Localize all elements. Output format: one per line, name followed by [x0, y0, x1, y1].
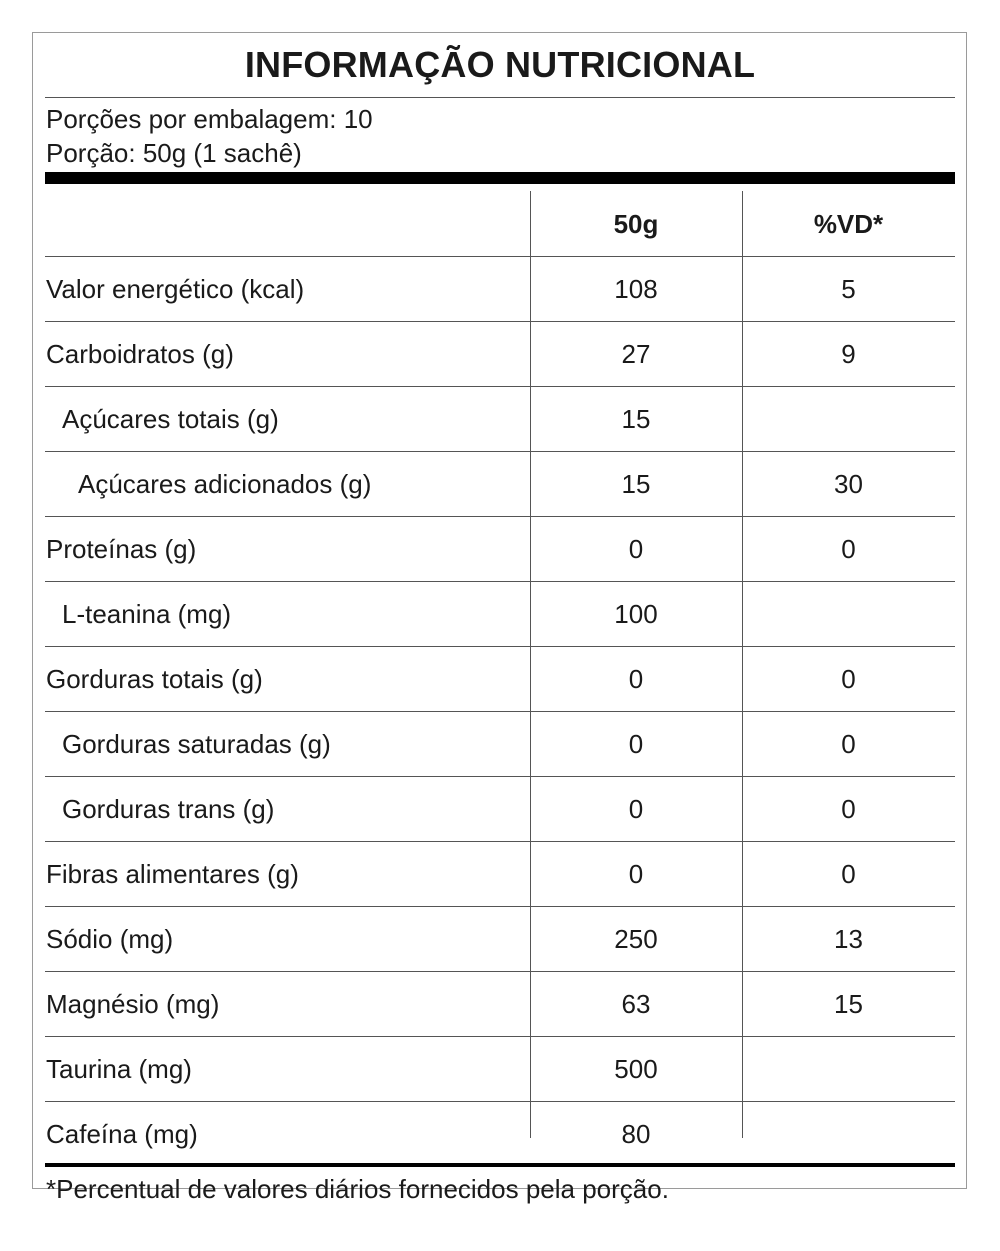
nutrient-amount: 15: [621, 404, 651, 434]
nutrient-name: Carboidratos (g): [46, 339, 234, 369]
row-divider: [45, 971, 955, 972]
nutrient-dv: 5: [841, 274, 856, 304]
row-divider: [45, 516, 955, 517]
nutrient-amount: 500: [614, 1054, 658, 1084]
title-divider: [45, 97, 955, 98]
nutrient-dv: 9: [841, 339, 856, 369]
serving-size: Porção: 50g (1 sachê): [46, 138, 302, 168]
nutrient-dv: 0: [841, 859, 856, 889]
row-divider: [45, 321, 955, 322]
row-divider: [45, 646, 955, 647]
nutrient-amount: 250: [614, 924, 658, 954]
nutrient-amount: 15: [621, 469, 651, 499]
servings-per-package: Porções por embalagem: 10: [46, 104, 373, 134]
nutrient-amount: 108: [614, 274, 658, 304]
nutrient-amount: 27: [621, 339, 651, 369]
label-title: INFORMAÇÃO NUTRICIONAL: [244, 44, 756, 85]
row-divider: [45, 1036, 955, 1037]
nutrient-amount: 0: [628, 664, 644, 694]
row-divider: [45, 906, 955, 907]
nutrient-amount: 63: [621, 989, 651, 1019]
row-divider: [45, 711, 955, 712]
header-divider: [45, 256, 955, 257]
nutrient-name: Cafeína (mg): [46, 1119, 198, 1149]
nutrient-dv: 0: [841, 794, 856, 824]
nutrient-dv: 0: [841, 534, 856, 564]
row-divider: [45, 841, 955, 842]
nutrient-amount: 100: [614, 599, 658, 629]
footnote: *Percentual de valores diários fornecidos pela porção.: [46, 1174, 669, 1204]
column-header-amount: 50g: [613, 209, 659, 239]
nutrient-name: Valor energético (kcal): [46, 274, 305, 304]
nutrient-dv: 0: [841, 664, 856, 694]
nutrient-amount: 80: [621, 1119, 651, 1149]
nutrient-dv: 13: [834, 924, 863, 954]
column-header-dv: %VD*: [813, 209, 884, 239]
nutrient-name: Proteínas (g): [46, 534, 197, 564]
row-divider: [45, 581, 955, 582]
nutrient-amount: 0: [628, 534, 644, 564]
nutrient-dv: 15: [834, 989, 863, 1019]
nutrient-name: Fibras alimentares (g): [46, 859, 299, 889]
row-divider: [45, 451, 955, 452]
nutrient-name: Magnésio (mg): [46, 989, 220, 1019]
nutrient-name: Taurina (mg): [46, 1054, 192, 1084]
row-divider: [45, 386, 955, 387]
nutrient-dv: 30: [834, 469, 863, 499]
nutrient-amount: 0: [628, 794, 644, 824]
row-divider: [45, 776, 955, 777]
nutrient-amount: 0: [628, 729, 644, 759]
nutrient-dv: 0: [841, 729, 856, 759]
nutrient-name: Gorduras trans (g): [62, 794, 275, 824]
nutrient-name: Sódio (mg): [46, 924, 174, 954]
thick-divider-bottom: [45, 1163, 955, 1167]
nutrient-name: Açúcares adicionados (g): [78, 469, 372, 499]
nutrient-name: L-teanina (mg): [62, 599, 232, 629]
nutrient-name: Gorduras saturadas (g): [62, 729, 331, 759]
row-divider: [45, 1101, 955, 1102]
nutrient-name: Açúcares totais (g): [62, 404, 279, 434]
thick-divider-top: [45, 172, 955, 184]
nutrient-name: Gorduras totais (g): [46, 664, 263, 694]
nutrient-amount: 0: [628, 859, 644, 889]
